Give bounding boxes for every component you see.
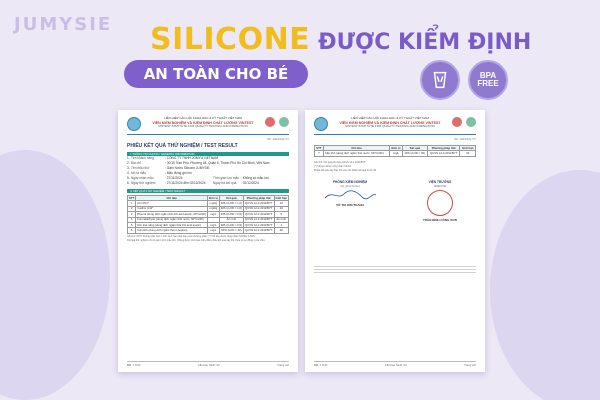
divider: [314, 272, 476, 273]
table-row: 6 Cặn khô (dung dịch ngâm thôi n-heptan) mg/L KPH (LOD = 30) QCVN 12-1:2011/BYT 30: [128, 228, 289, 233]
note: Ghi chú: Kết quả phù hợp QCVN 12-1:2011/BYT.: [314, 160, 366, 164]
background-blob-right: [490, 170, 600, 400]
accreditation-logo-icon: [265, 117, 275, 127]
doc-number: Số: 1024/KQ-VT: [453, 137, 476, 141]
header-gov: LIÊN HIỆP CÁC HỘI KHOA HỌC & KỸ THUẬT VIỆT NAM: [351, 116, 429, 120]
col-header: Đơn vị: [208, 195, 218, 200]
col-header: Giới hạn: [460, 146, 476, 151]
divider: [314, 266, 476, 267]
vilas-logo-icon: [466, 117, 476, 127]
col-header: Chỉ tiêu: [323, 146, 389, 151]
header-institute: VIỆN KIỂM NGHIỆM VÀ KIỂM ĐỊNH CHẤT LƯỢNG VINTEST: [152, 120, 254, 125]
header-divider: [314, 134, 476, 135]
headline-sub: ĐƯỢC KIỂM ĐỊNH: [318, 30, 532, 55]
field-row: 6. Ngày thử nghiệm : 27/11/2024 đến 02/12/2024 Ngày trả kết quả : 02/12/2024: [127, 181, 259, 185]
table-row: 1 Chì (Pb)* mg/kg KPH (LOD = 1,0) QCVN 12-1:2011/BYT 10: [128, 201, 289, 206]
note: Phiếu kết quả này thay thế cho các phiếu kết quả trước đó.: [314, 168, 377, 172]
results-table: [127, 195, 289, 234]
field-row: 4. Mô tả mẫu : Mẫu đựng gói kín: [127, 171, 192, 175]
official-stamp-icon: [427, 190, 453, 216]
field-row: 5. Ngày nhận mẫu : 27/11/2024 Thời gian lưu mẫu : Không có mẫu lưu: [127, 176, 269, 180]
doc-number: Số: 1024/KQ-VT: [266, 137, 289, 141]
footnote: Ghi chú: KPH: Không phát hiện; LOD: Giới hạn phát hiện của phương pháp; (*) Chỉ tiêu được công nhận ISO/IEC 17025.: [127, 234, 256, 238]
footnote: Kết quả thử nghiệm chỉ có giá trị trên mẫu thử. Không được trích sao một phần phiếu kết quả này khi chưa có sự đồng ý của Viện.: [127, 238, 266, 242]
certification-badges: [420, 60, 508, 100]
signature-block: [314, 180, 476, 222]
headline-main: SILICONE: [150, 22, 311, 57]
doc-header: [314, 117, 476, 131]
test-result-page-1: [118, 110, 298, 372]
director-signature: VIỆN TRƯỞNG DIRECTOR TRẦN ĐÌNH CÔNG SƠN: [423, 179, 457, 222]
col-header: STT: [316, 145, 322, 150]
col-header: Kết quả: [219, 196, 243, 201]
lab-signature: PHÒNG KIỂM NGHIỆM (Ký, ghi rõ họ tên) VÕ THỊ KIM THANH: [314, 180, 386, 222]
vilas-logo-icon: [279, 117, 289, 127]
vintest-logo-icon: [127, 117, 141, 131]
section-general-info: I. THÔNG TIN CHUNG / GENERAL INFORMATION: [127, 152, 289, 156]
results-table-continued: [314, 145, 476, 157]
header-gov: LIÊN HIỆP CÁC HỘI KHOA HỌC & KỸ THUẬT VIỆT NAM: [164, 116, 242, 120]
col-header: Chỉ tiêu: [136, 196, 208, 201]
table-row: 2 Cadimi (Cd)* mg/kg KPH (LOD = 1,0) QCVN 12-1:2011/BYT 10: [128, 206, 289, 211]
col-header: Phương pháp thử: [244, 196, 274, 201]
headline: [150, 22, 531, 57]
brand-logo: JUMYSIE: [14, 14, 113, 35]
col-header: Phương pháp thử: [427, 146, 460, 151]
col-header: Giới hạn: [275, 195, 287, 200]
table-row: 5 Kim loại nặng (dung dịch ngâm thôi 4% acid acetic) mg/L KPH (LOD = 0,5) QCVN 12-1:2011/BYT 1: [128, 222, 289, 227]
safety-pill: AN TOÀN CHO BÉ: [124, 60, 308, 88]
header-divider: [127, 134, 289, 135]
table-row: 4 Formaldehyde (dung dịch ngâm thôi nước, 60°C/24h) - Âm tính QCVN 12-1:2011/BYT Âm tính: [128, 217, 289, 222]
background-blob-left: [0, 150, 110, 400]
field-row: 3. Tên mẫu thử : Gặm Nướu Silicone JUMYSIE: [127, 166, 210, 170]
bpa-free-label: BPA FREE: [477, 70, 499, 88]
accreditation-logo-icon: [452, 117, 462, 127]
col-header: Kết quả: [402, 146, 427, 151]
test-result-page-2: [305, 110, 485, 372]
vintest-logo-icon: [314, 117, 328, 131]
section-test-result: II. KẾT QUẢ THỬ NGHIỆM / TEST RESULT: [127, 189, 289, 193]
field-row: 1. Tên khách hàng : CÔNG TY TNHH JOMYU VIETNAM: [127, 156, 218, 160]
food-safe-icon: [420, 60, 460, 100]
divider: [314, 269, 476, 270]
field-row: 2. Địa chỉ : 00/15 Trần Phú, Phường 04, Quận 5, Thành Phố Hồ Chí Minh, Việt Nam: [127, 161, 270, 165]
doc-footer: BM: 7.8-01 Lần ban hành: 02 Trang 2/2: [314, 363, 476, 367]
header-english: VINTEST INSTITUTE FOR QUALITY TESTING AND INSPECTION: [158, 123, 248, 128]
doc-footer: BM: 7.8-01 Lần ban hành: 02 Trang 1/2: [127, 363, 289, 367]
col-header: Đơn vị: [391, 145, 401, 150]
header-institute: VIỆN KIỂM NGHIỆM VÀ KIỂM ĐỊNH CHẤT LƯỢNG VINTEST: [339, 120, 441, 125]
note: (*) Chỉ tiêu được công nhận VILAS.: [314, 164, 352, 168]
header-english: VINTEST INSTITUTE FOR QUALITY TESTING AND INSPECTION: [345, 123, 435, 128]
bpa-free-icon: [468, 60, 508, 100]
table-row: 7 Cặn khô (dung dịch ngâm thôi nước, 60°C/24h) mg/L KPH (LOD = 30) QCVN 12-1:2011/BYT 30: [315, 151, 476, 156]
signature-icon: [320, 188, 380, 202]
table-row: 3 Phenol (dung dịch ngâm thôi 4% acid acetic, 60°C/24h) mg/L KPH (LOD = 0,5) QCVN 12-1:2011/BYT 5: [128, 212, 289, 217]
doc-header: [127, 117, 289, 131]
col-header: STT: [129, 195, 135, 200]
doc-title: PHIẾU KẾT QUẢ THỬ NGHIỆM / TEST RESULT: [127, 143, 238, 149]
